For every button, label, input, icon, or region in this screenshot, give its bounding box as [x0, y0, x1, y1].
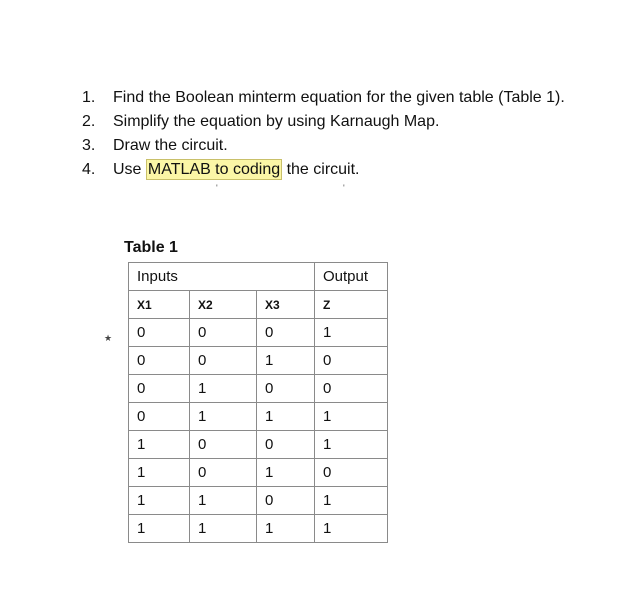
table-variables-row — [129, 291, 388, 319]
table-cell: 0 — [190, 319, 257, 347]
variable-label: X2 — [190, 291, 257, 319]
table-row — [129, 403, 388, 431]
table-cell: 1 — [315, 319, 388, 347]
table-cell: 0 — [315, 459, 388, 487]
task-item-4 — [82, 160, 565, 184]
task-text-after: the circuit. — [282, 161, 360, 178]
table-cell: 0 — [315, 347, 388, 375]
table-cell: 0 — [190, 347, 257, 375]
table-row — [129, 459, 388, 487]
table-cell: 1 — [257, 403, 315, 431]
table-cell: 0 — [315, 375, 388, 403]
task-item-2 — [82, 112, 565, 136]
table-title: Table 1 — [124, 239, 178, 256]
output-header: Output — [315, 263, 388, 291]
table-cell: 1 — [257, 459, 315, 487]
table-cell: 1 — [315, 515, 388, 543]
table-row — [129, 515, 388, 543]
task-text: Find the Boolean minterm equation for the given table (Table 1). — [113, 89, 565, 106]
table-cell: 0 — [257, 319, 315, 347]
truth-table — [128, 262, 388, 543]
task-text-before: Use — [113, 161, 146, 178]
task-number: 4. — [82, 161, 96, 178]
table-cell: 0 — [190, 431, 257, 459]
task-item-1 — [82, 88, 565, 112]
table-cell: 1 — [315, 431, 388, 459]
table-cell: 0 — [257, 487, 315, 515]
table-row — [129, 375, 388, 403]
highlighted-text: MATLAB to coding — [147, 161, 281, 178]
margin-mark-icon: ★ — [104, 333, 113, 343]
table-cell: 1 — [257, 515, 315, 543]
table-row — [129, 487, 388, 515]
table-row — [129, 431, 388, 459]
task-text: Simplify the equation by using Karnaugh Map. — [113, 113, 440, 130]
table-cell: 0 — [190, 459, 257, 487]
table-row — [129, 319, 388, 347]
table-cell: 1 — [190, 487, 257, 515]
table-cell: 0 — [257, 431, 315, 459]
stray-mark: ' — [343, 183, 345, 193]
table-cell: 1 — [129, 515, 190, 543]
table-row — [129, 347, 388, 375]
table-cell: 1 — [129, 487, 190, 515]
task-number: 2. — [82, 113, 96, 130]
table-cell: 1 — [257, 347, 315, 375]
table-cell: 0 — [129, 375, 190, 403]
task-item-3 — [82, 136, 565, 160]
table-cell: 1 — [129, 431, 190, 459]
task-number: 1. — [82, 89, 96, 106]
inputs-header: Inputs — [129, 263, 315, 291]
table-cell: 0 — [129, 347, 190, 375]
variable-label: X3 — [257, 291, 315, 319]
task-list — [82, 88, 565, 184]
table-cell: 1 — [190, 515, 257, 543]
table-cell: 1 — [190, 403, 257, 431]
table-cell: 0 — [129, 403, 190, 431]
task-text: Draw the circuit. — [113, 137, 228, 154]
variable-label: Z — [315, 291, 388, 319]
table-cell: 1 — [190, 375, 257, 403]
table-cell: 0 — [129, 319, 190, 347]
stray-mark: ' — [216, 183, 218, 193]
variable-label: X1 — [129, 291, 190, 319]
table-header-row — [129, 263, 388, 291]
table-cell: 0 — [257, 375, 315, 403]
task-number: 3. — [82, 137, 96, 154]
table-cell: 1 — [315, 487, 388, 515]
table-cell: 1 — [129, 459, 190, 487]
table-cell: 1 — [315, 403, 388, 431]
